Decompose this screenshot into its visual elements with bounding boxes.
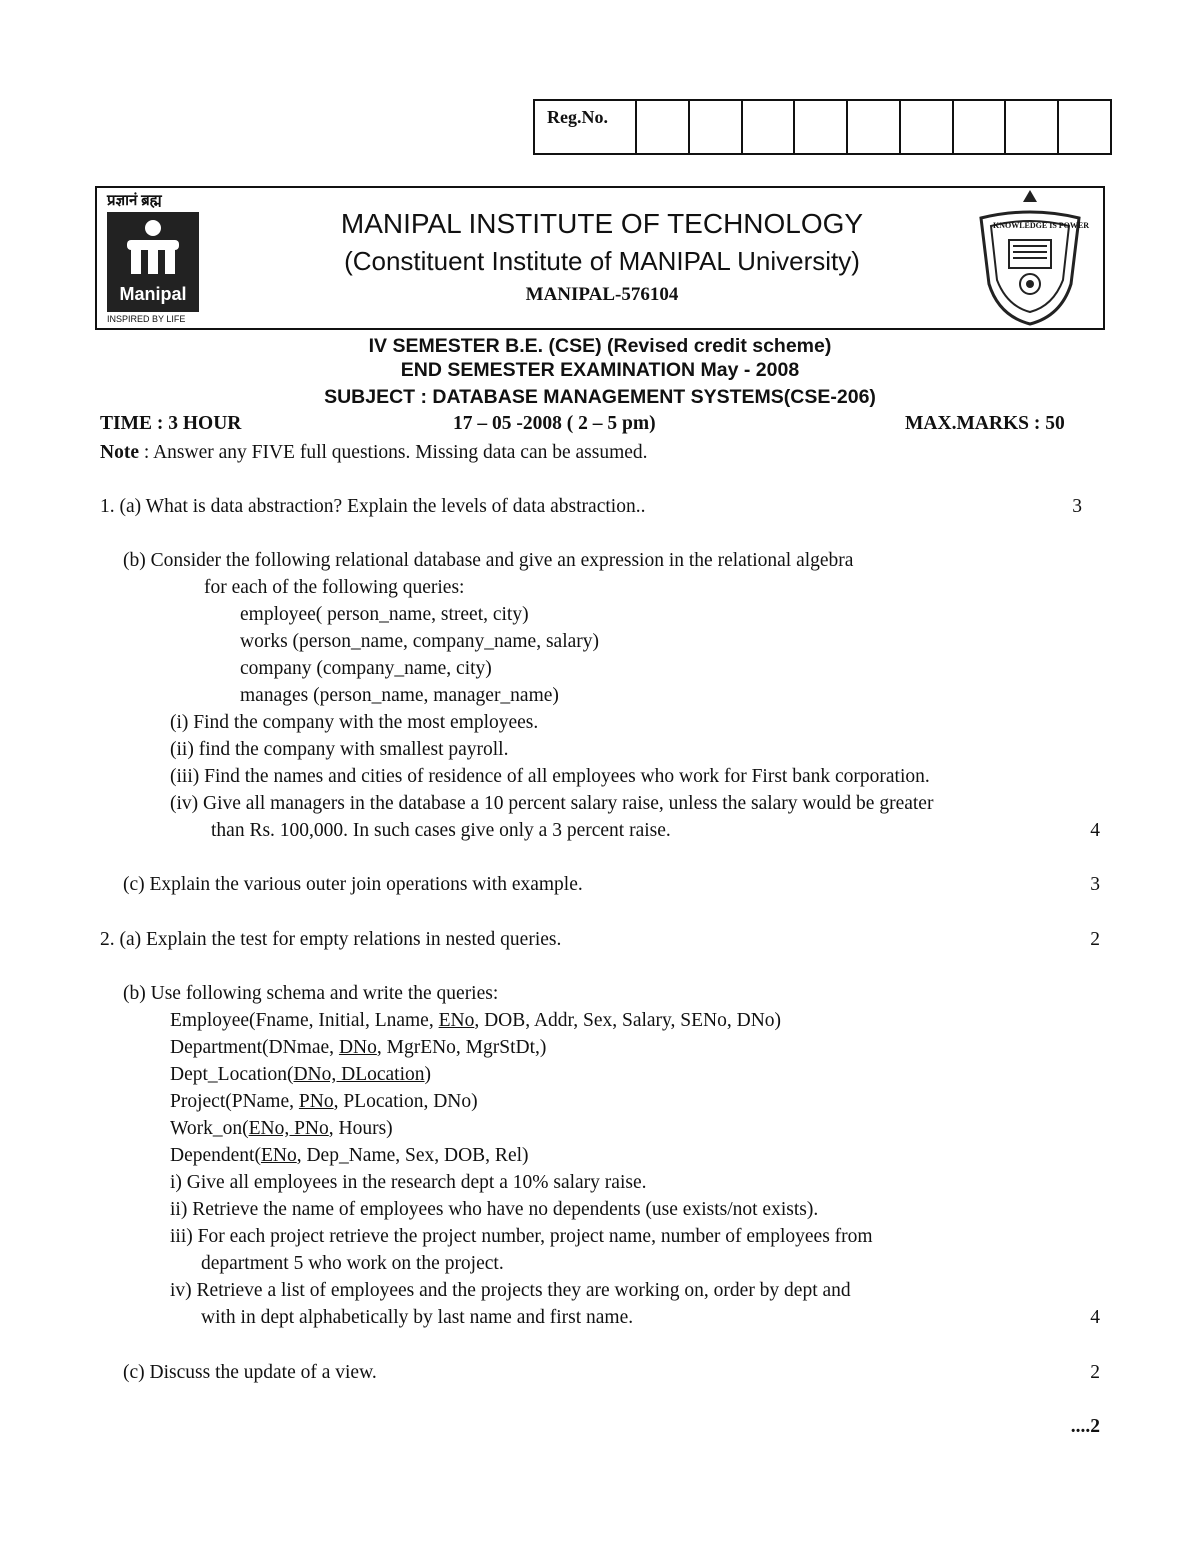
q1-b-intro-cont: for each of the following queries: [204,577,465,598]
schema-work-on [170,1117,393,1141]
q2-c-marks: 2 [1090,1362,1100,1383]
reg-no-cell[interactable] [1006,101,1059,153]
q1-a: 1. (a) What is data abstraction? Explain the levels of data abstraction.. [100,496,646,517]
q2-query: iii) For each project retrieve the project number, project name, number of employees from [170,1226,873,1247]
q2-query: iv) Retrieve a list of employees and the projects they are working on, order by dept and [170,1280,851,1301]
schema-text: , PLocation, DNo) [333,1091,478,1112]
q1-query: (ii) find the company with smallest payroll. [170,739,509,760]
q2-query: i) Give all employees in the research dept a 10% salary raise. [170,1172,647,1193]
q1-schema-line: works (person_name, company_name, salary) [240,631,600,652]
q2-a: 2. (a) Explain the test for empty relations in nested queries. [100,929,562,950]
reg-no-label: Reg.No. [535,101,637,153]
schema-text: Work_on( [170,1118,249,1139]
reg-no-cell[interactable] [954,101,1007,153]
reg-no-cell[interactable] [743,101,796,153]
exam-date: 17 – 05 -2008 ( 2 – 5 pm) [453,413,656,434]
q1-c: (c) Explain the various outer join operations with example. [123,874,583,895]
q2-b-marks: 4 [1090,1307,1100,1328]
institute-seal [971,188,1089,328]
note-text: : Answer any FIVE full questions. Missing data can be assumed. [138,442,648,463]
q2-a-marks: 2 [1090,929,1100,950]
q1-schema-line: employee( person_name, street, city) [240,604,529,625]
q1-query: (iii) Find the names and cities of residence of all employees who work for First bank corporation. [170,766,930,787]
q1-schema-line: manages (person_name, manager_name) [240,685,559,706]
semester-line: IV SEMESTER B.E. (CSE) (Revised credit scheme) [368,335,832,357]
note-label: Note [100,442,139,463]
constituent-line: (Constituent Institute of MANIPAL University) [344,246,860,276]
q2-query-cont: with in dept alphabetically by last name and first name. [201,1307,634,1328]
max-marks: MAX.MARKS : 50 [905,413,1065,434]
schema-department [170,1036,546,1060]
schema-project [170,1090,478,1114]
q2-query-cont: department 5 who work on the project. [201,1253,504,1274]
schema-text: Project(PName, [170,1091,299,1112]
schema-employee [170,1009,781,1033]
schema-text: Department(DNmae, [170,1037,339,1058]
logo-tagline: INSPIRED BY LIFE [107,314,186,324]
schema-text: ) [424,1064,432,1085]
subject-line: SUBJECT : DATABASE MANAGEMENT SYSTEMS(CSE-206) [324,386,876,408]
q1-query: (i) Find the company with the most employees. [170,712,539,733]
schema-text: Dept_Location( [170,1064,294,1085]
primary-key: DNo, DLocation [293,1064,425,1085]
schema-text: Employee(Fname, Initial, Lname, [170,1010,439,1031]
primary-key: ENo, PNo [248,1118,329,1139]
primary-key: ENo [438,1010,475,1031]
schema-text: Dependent( [170,1145,261,1166]
schema-text: , Dep_Name, Sex, DOB, Rel) [296,1145,529,1166]
q1-c-marks: 3 [1090,874,1100,895]
note-line [100,441,648,465]
reg-no-cell[interactable] [1059,101,1110,153]
reg-no-cell[interactable] [637,101,690,153]
reg-no-cell[interactable] [795,101,848,153]
schema-dept-location [170,1063,431,1087]
session-line: END SEMESTER EXAMINATION May - 2008 [400,359,800,381]
schema-text: , MgrENo, MgrStDt,) [376,1037,547,1058]
reg-no-box [533,99,1112,155]
location-line: MANIPAL-576104 [525,284,679,305]
seal-motto: KNOWLEDGE IS POWER [993,221,1090,230]
primary-key: ENo [260,1145,297,1166]
q1-query-cont: than Rs. 100,000. In such cases give only a 3 percent raise. [211,820,671,841]
reg-no-cell[interactable] [901,101,954,153]
schema-text: , DOB, Addr, Sex, Salary, SENo, DNo) [474,1010,782,1031]
primary-key: PNo [298,1091,334,1112]
q2-b-intro: (b) Use following schema and write the queries: [123,983,499,1004]
q1-a-marks: 3 [1072,496,1082,517]
q2-query: ii) Retrieve the name of employees who have no dependents (use exists/not exists). [170,1199,819,1220]
institute-name: MANIPAL INSTITUTE OF TECHNOLOGY [340,208,864,239]
q1-b-intro: (b) Consider the following relational database and give an expression in the relational algebra [123,550,854,571]
reg-no-cell[interactable] [848,101,901,153]
seal-icon [971,188,1089,328]
q1-query: (iv) Give all managers in the database a 10 percent salary raise, unless the salary would be greater [170,793,934,814]
logo-word: Manipal [119,284,187,304]
q1-schema-line: company (company_name, city) [240,658,492,679]
institute-header [95,186,1105,330]
time-label: TIME : 3 HOUR [100,413,242,434]
q2-c: (c) Discuss the update of a view. [123,1362,377,1383]
primary-key: DNo [338,1037,377,1058]
schema-text: , Hours) [328,1118,393,1139]
page-continuation: ....2 [1070,1416,1100,1437]
schema-dependent [170,1144,529,1168]
logo-motto: प्रज्ञानं ब्रह्म [107,193,162,209]
reg-no-cell[interactable] [690,101,743,153]
q1-b-marks: 4 [1090,820,1100,841]
